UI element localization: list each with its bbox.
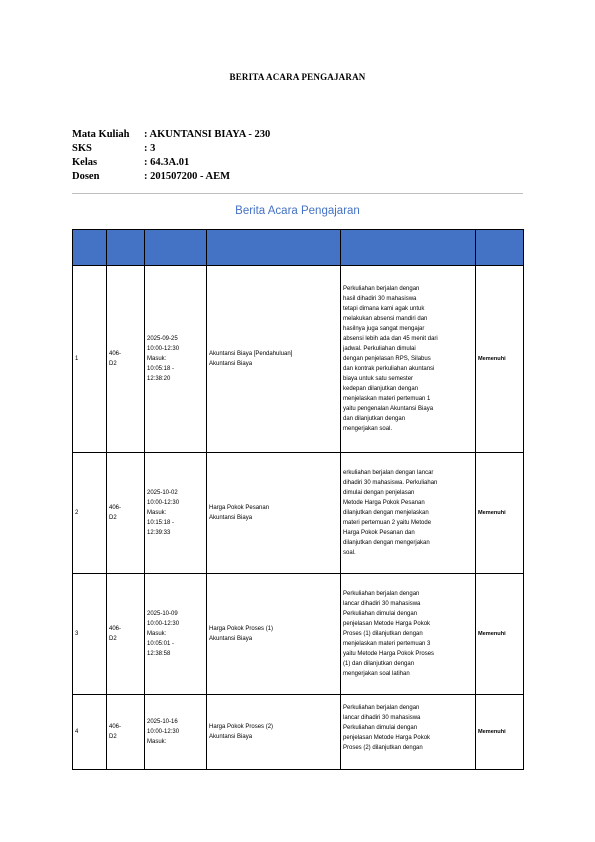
- notes-line: mengerjakan soal.: [343, 426, 393, 432]
- date-line: Masuk:: [147, 739, 167, 745]
- status-cell: Memenuhi: [476, 266, 524, 453]
- notes-line: Proses (1) dilanjutkan dengan: [343, 631, 423, 637]
- table-row: [73, 266, 524, 453]
- notes-line: (1) dan dilanjutkan dengan: [343, 661, 415, 667]
- teaching-log-table: [72, 229, 524, 770]
- notes-line: dihadiri 30 mahasiswa. Perkuliahan: [343, 480, 438, 486]
- date-line: 2025-10-16: [147, 719, 178, 725]
- class-code: D2: [109, 734, 117, 740]
- class-code: D2: [109, 636, 117, 642]
- notes-line: melakukan absensi mandiri dan: [343, 316, 428, 322]
- table-header-row: [73, 230, 524, 266]
- notes-cell: [341, 266, 476, 453]
- header-cell: [145, 230, 207, 266]
- date-line: 2025-09-25: [147, 336, 178, 342]
- topic-line: Akuntansi Biaya [Pendahuluan]: [209, 351, 293, 357]
- meta-value: : AKUNTANSI BIAYA - 230: [144, 129, 271, 140]
- header-cell: [207, 230, 341, 266]
- notes-line: hasilnya juga sangat mengajar: [343, 326, 425, 332]
- date-cell: [145, 453, 207, 574]
- notes-line: tetapi dimana kami agak untuk: [343, 306, 425, 312]
- meta-value: : 3: [144, 143, 156, 154]
- notes-line: biaya untuk satu semester: [343, 376, 414, 382]
- notes-line: lancar dihadiri 30 mahasiswa: [343, 601, 421, 607]
- notes-line: dilanjutkan dengan menjelaskan: [343, 510, 429, 516]
- class-code: 406-: [109, 505, 122, 511]
- class-cell: [107, 453, 145, 574]
- notes-line: menjelaskan materi pertemuan 3: [343, 641, 431, 647]
- date-line: 10:05:18 -: [147, 366, 175, 372]
- notes-line: materi pertemuan 2 yaitu Metode: [343, 520, 432, 526]
- header-cell: [107, 230, 145, 266]
- notes-cell: [341, 695, 476, 770]
- notes-line: mengerjakan soal latihan: [343, 671, 410, 677]
- class-cell: [107, 266, 145, 453]
- date-line: Masuk:: [147, 510, 167, 516]
- class-cell: [107, 574, 145, 695]
- meta-label: Dosen: [72, 171, 100, 182]
- meta-row-lecturer: [72, 170, 270, 184]
- page-title: BERITA ACARA PENGAJARAN: [229, 72, 366, 82]
- table-row: [73, 453, 524, 574]
- notes-line: Proses (2) dilanjutkan dengan: [343, 745, 423, 751]
- notes-line: penjelasan Metode Harga Pokok: [343, 735, 431, 741]
- meta-row-course: [72, 128, 270, 142]
- topic-line: Akuntansi Biaya: [209, 361, 253, 367]
- notes-line: yaitu Metode Harga Pokok Proses: [343, 651, 435, 657]
- notes-line: lancar dihadiri 30 mahasiswa: [343, 715, 421, 721]
- date-line: Masuk:: [147, 356, 167, 362]
- class-cell: [107, 695, 145, 770]
- notes-line: dan dilanjutkan dengan: [343, 416, 406, 422]
- row-number: 3: [73, 574, 107, 695]
- status-cell: Memenuhi: [476, 574, 524, 695]
- date-line: 10:05:01 -: [147, 641, 175, 647]
- class-code: 406-: [109, 626, 122, 632]
- date-line: 2025-10-09: [147, 611, 178, 617]
- topic-line: Harga Pokok Proses (1): [209, 626, 274, 632]
- notes-line: menjelaskan materi pertemuan 1: [343, 396, 431, 402]
- topic-line: Harga Pokok Proses (2): [209, 724, 274, 730]
- date-line: 12:38:58: [147, 651, 171, 657]
- topic-cell: [207, 266, 341, 453]
- notes-line: Perkuliahan berjalan dengan: [343, 591, 420, 597]
- row-number: 1: [73, 266, 107, 453]
- notes-line: yaitu pengenalan Akuntansi Biaya: [343, 406, 434, 412]
- date-line: 10:00-12:30: [147, 500, 180, 506]
- meta-label: Kelas: [72, 157, 98, 168]
- date-line: 10:00-12:30: [147, 621, 180, 627]
- date-line: 12:39:33: [147, 530, 171, 536]
- meta-label: Mata Kuliah: [72, 129, 130, 140]
- notes-line: dengan penjelasan RPS, Silabus: [343, 356, 431, 362]
- status-cell: Memenuhi: [476, 695, 524, 770]
- notes-line: jadwal. Perkuliahan dimulai: [343, 346, 416, 352]
- course-info: [72, 128, 270, 184]
- class-code: 406-: [109, 724, 122, 730]
- notes-line: erkuliahan berjalan dengan lancar: [343, 470, 434, 476]
- row-number: 2: [73, 453, 107, 574]
- date-cell: [145, 266, 207, 453]
- notes-line: hasil dihadiri 30 mahasiswa: [343, 296, 417, 302]
- notes-line: Perkuliahan berjalan dengan: [343, 286, 420, 292]
- date-line: Masuk:: [147, 631, 167, 637]
- notes-line: Metode Harga Pokok Pesanan: [343, 500, 425, 506]
- class-code: D2: [109, 515, 117, 521]
- topic-line: Akuntansi Biaya: [209, 636, 253, 642]
- date-line: 10:15:18 -: [147, 520, 175, 526]
- row-number: 4: [73, 695, 107, 770]
- notes-cell: [341, 453, 476, 574]
- notes-line: Perkuliahan berjalan dengan: [343, 705, 420, 711]
- topic-line: Akuntansi Biaya: [209, 734, 253, 740]
- meta-label: SKS: [72, 143, 92, 154]
- class-code: D2: [109, 361, 117, 367]
- notes-line: absensi lebih ada dan 45 menit dari: [343, 336, 438, 342]
- notes-line: dimulai dengan penjelasan: [343, 490, 415, 496]
- notes-line: kedepan dilanjutkan dengan: [343, 386, 419, 392]
- date-cell: [145, 574, 207, 695]
- topic-cell: [207, 574, 341, 695]
- divider: [72, 193, 523, 194]
- notes-line: Perkuliahan dimulai dengan: [343, 611, 418, 617]
- class-code: 406-: [109, 351, 122, 357]
- topic-line: Harga Pokok Pesanan: [209, 505, 270, 511]
- meta-row-class: [72, 156, 270, 170]
- section-title: Berita Acara Pengajaran: [235, 205, 360, 217]
- header-cell: [73, 230, 107, 266]
- date-line: 12:38:20: [147, 376, 171, 382]
- date-line: 2025-10-02: [147, 490, 178, 496]
- notes-line: dilanjutkan dengan mengerjakan: [343, 540, 430, 546]
- notes-line: penjelasan Metode Harga Pokok: [343, 621, 431, 627]
- notes-line: soal.: [343, 550, 356, 556]
- meta-value: : 64.3A.01: [144, 157, 190, 168]
- header-cell: [341, 230, 476, 266]
- date-line: 10:00-12:30: [147, 346, 180, 352]
- topic-cell: [207, 453, 341, 574]
- date-line: 10:00-12:30: [147, 729, 180, 735]
- date-cell: [145, 695, 207, 770]
- notes-cell: [341, 574, 476, 695]
- meta-row-sks: [72, 142, 270, 156]
- notes-line: dan kontrak perkuliahan akuntansi: [343, 366, 435, 372]
- meta-value: : 201507200 - AEM: [144, 171, 231, 182]
- header-cell: [476, 230, 524, 266]
- notes-line: Harga Pokok Pesanan dan: [343, 530, 415, 536]
- table-row: [73, 695, 524, 770]
- table-row: [73, 574, 524, 695]
- topic-line: Akuntansi Biaya: [209, 515, 253, 521]
- status-cell: Memenuhi: [476, 453, 524, 574]
- notes-line: Perkuliahan dimulai dengan: [343, 725, 418, 731]
- topic-cell: [207, 695, 341, 770]
